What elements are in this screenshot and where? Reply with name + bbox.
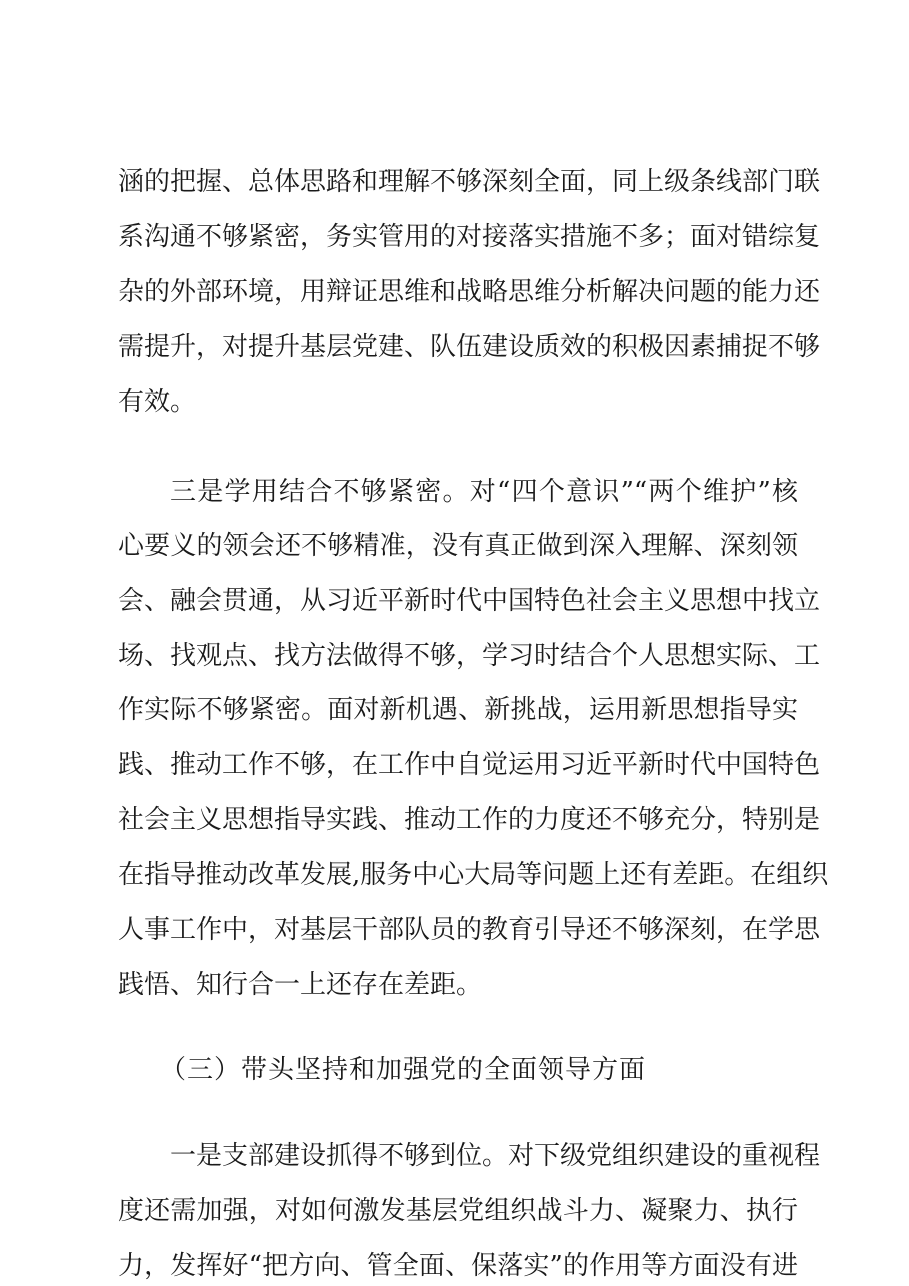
paragraph-2-line-7: 社会主义思想指导实践、推动工作的力度还不够充分，特别是 (118, 805, 821, 835)
paragraph-2-line-2: 心要义的领会还不够精准，没有真正做到深入理解、深刻领 (118, 531, 798, 561)
paragraph-1-line-2: 系沟通不够紧密，务实管用的对接落实措施不多；面对错综复 (118, 222, 821, 252)
section-heading-3: （三）带头坚持和加强党的全面领导方面 (160, 1055, 647, 1085)
paragraph-1-line-5: 有效。 (118, 387, 197, 417)
paragraph-2-line-8: 在指导推动改革发展,服务中心大局等问题上还有差距。在组织 (118, 860, 829, 890)
paragraph-1-line-1: 涵的把握、总体思路和理解不够深刻全面，同上级条线部门联 (118, 167, 821, 197)
paragraph-3-line-3: 力，发挥好“把方向、管全面、保落实”的作用等方面没有进 (118, 1251, 798, 1281)
paragraph-2-line-5: 作实际不够紧密。面对新机遇、新挑战，运用新思想指导实 (118, 695, 798, 725)
paragraph-2-line-3: 会、融会贯通，从习近平新时代中国特色社会主义思想中找立 (118, 586, 821, 616)
paragraph-1-line-4: 需提升，对提升基层党建、队伍建设质效的积极因素捕捉不够 (118, 332, 821, 362)
paragraph-2-line-1: 三是学用结合不够紧密。对“四个意识”“两个维护”核 (170, 477, 798, 507)
paragraph-2-line-9: 人事工作中，对基层干部队员的教育引导还不够深刻，在学思 (118, 915, 821, 945)
paragraph-2-line-10: 践悟、知行合一上还存在差距。 (118, 970, 483, 1000)
paragraph-2-line-4: 场、找观点、找方法做得不够，学习时结合个人思想实际、工 (118, 641, 821, 671)
paragraph-2-line-6: 践、推动工作不够，在工作中自觉运用习近平新时代中国特色 (118, 750, 821, 780)
paragraph-3-line-1: 一是支部建设抓得不够到位。对下级党组织建设的重视程 (170, 1141, 821, 1171)
paragraph-1-line-3: 杂的外部环境，用辩证思维和战略思维分析解决问题的能力还 (118, 277, 821, 307)
paragraph-3-line-2: 度还需加强，对如何激发基层党组织战斗力、凝聚力、执行 (118, 1196, 798, 1226)
